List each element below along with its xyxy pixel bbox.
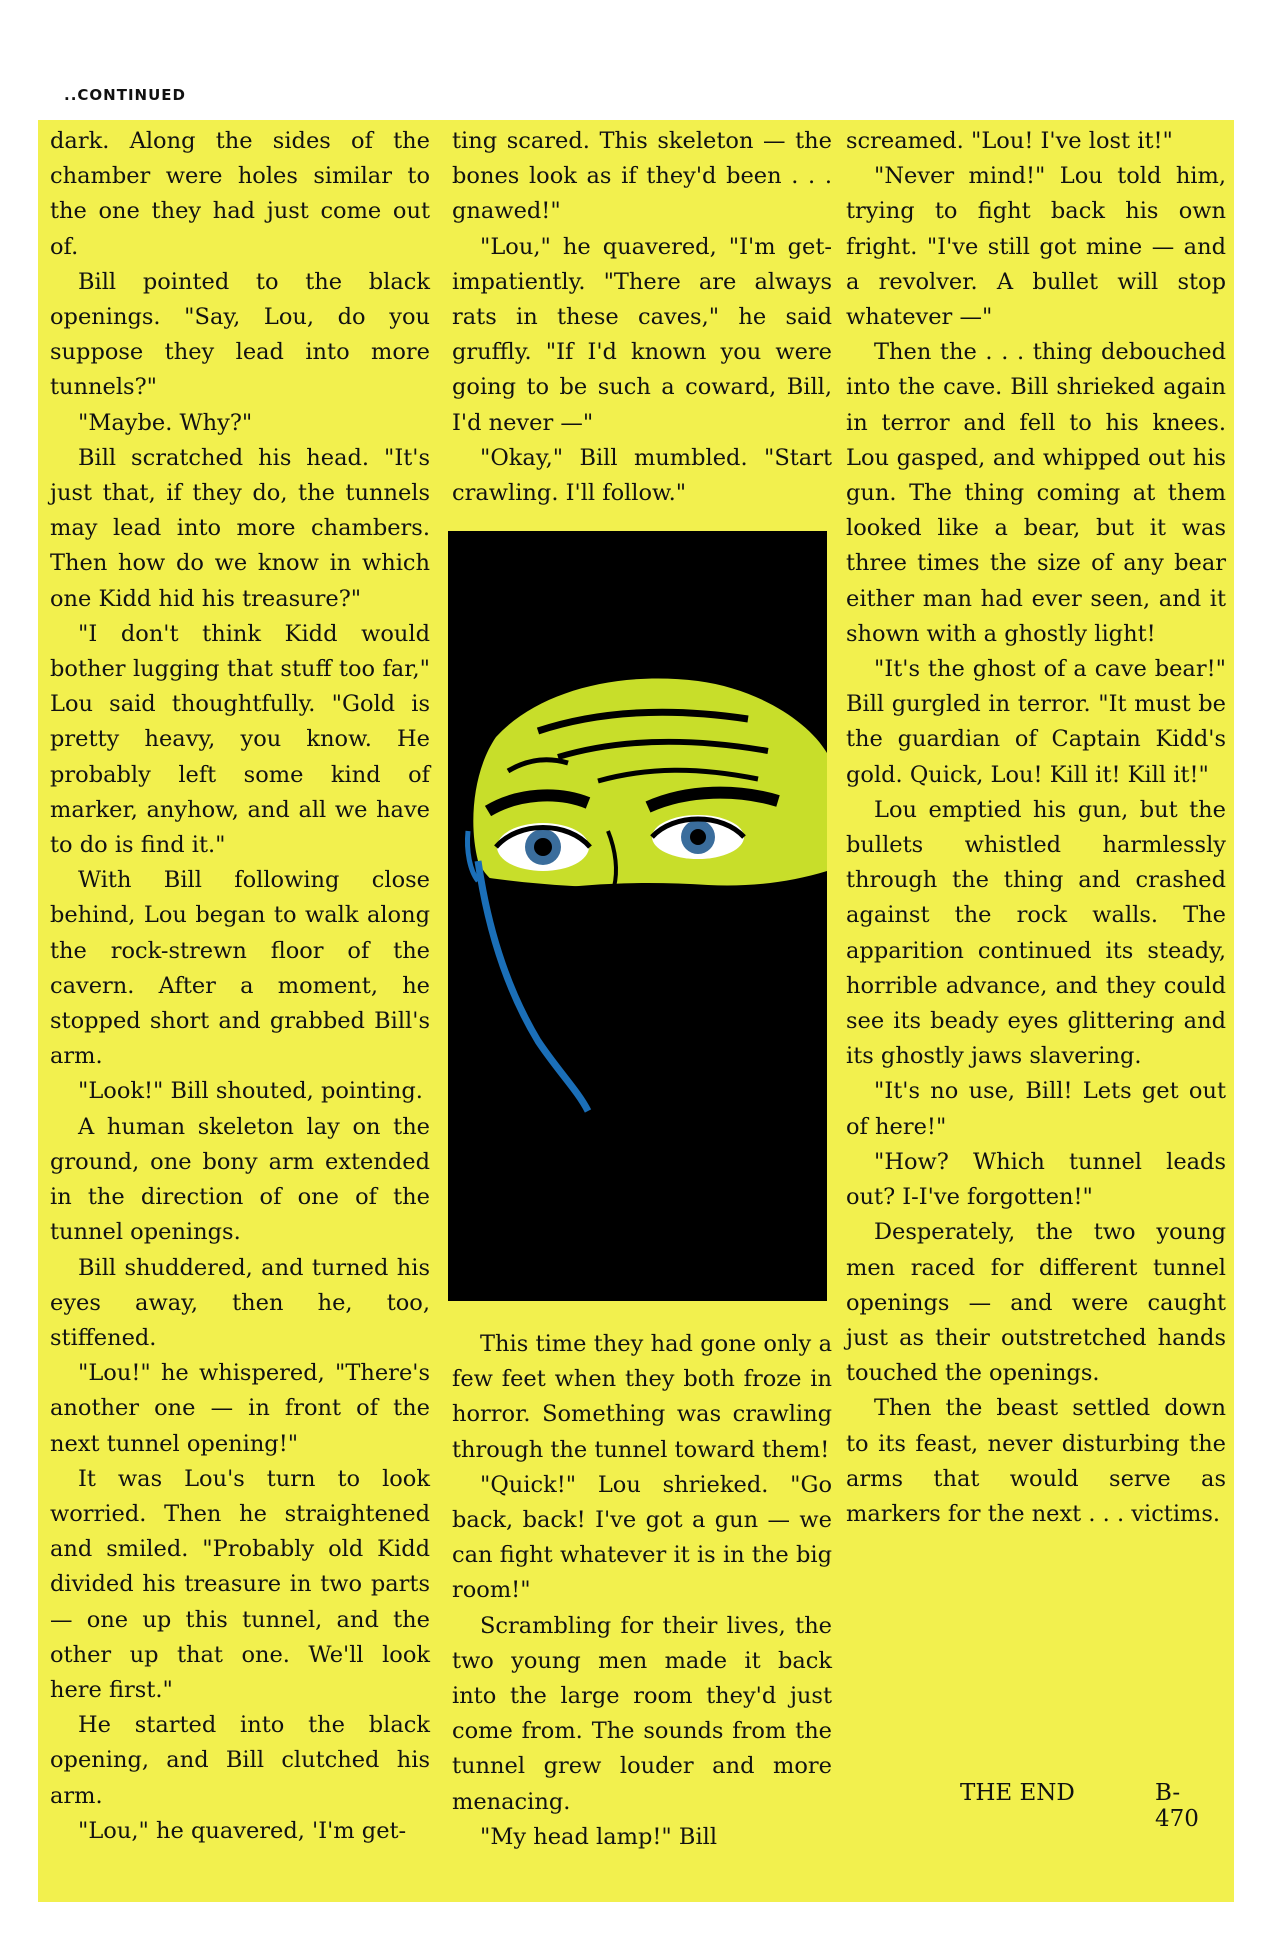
- text-column-2-bottom: [452, 1327, 832, 1855]
- paragraph: Scrambling for their lives, the two young men made it back into the large room they'd just come from. The sounds from the tunnel grew louder and more menacing.: [452, 1612, 832, 1815]
- the-end-label: THE END: [960, 1780, 1075, 1806]
- paragraph: "Lou," he quavered, 'I'm get-: [78, 1817, 407, 1844]
- paragraph: "It's the ghost of a cave bear!" Bill gurgled in terror. "It must be the guardian of Captain Kidd's gold. Quick, Lou! Kill it! Kill it!": [846, 656, 1226, 788]
- paragraph: dark. Along the sides of the chamber were holes similar to the one they had just come out of.: [50, 128, 430, 260]
- story-code: B-470: [1155, 1780, 1199, 1832]
- paragraph: ting scared. This skeleton — the bones look as if they'd been . . . gnawed!": [452, 128, 832, 225]
- paragraph: "Never mind!" Lou told him, trying to fight back his own fright. "I've still got mine — and a revolver. A bullet will stop whatever —": [846, 163, 1226, 331]
- paragraph: "Lou," he quavered, "I'm get- impatiently. "There are always rats in these caves," he said gruffly. "If I'd known you were going to be such a coward, Bill, I'd never —": [452, 233, 832, 436]
- paragraph: "It's no use, Bill! Lets get out of here!": [846, 1078, 1226, 1140]
- paragraph: screamed. "Lou! I've lost it!": [846, 128, 1173, 154]
- paragraph: Desperately, the two young men raced for different tunnel openings — and were caught just as their outstretched hands touched the openings.: [846, 1219, 1226, 1387]
- paragraph: Bill scratched his head. "It's just that, if they do, the tunnels may lead into more chambers. Then how do we know in which one Kidd hid his treasure?": [50, 444, 430, 612]
- paragraph: "Maybe. Why?": [78, 409, 253, 436]
- paragraph: "Okay," Bill mumbled. "Start crawling. I'll follow.": [452, 444, 832, 507]
- paragraph: "Lou!" he whispered, "There's another one — in front of the next tunnel opening!": [50, 1360, 430, 1457]
- text-column-2-top: [452, 124, 832, 511]
- paragraph: Lou emptied his gun, but the bullets whistled harmlessly through the thing and crashed against the rock walls. The apparition continued its steady, horrible advance, and they could see its beady eyes glittering and its ghostly jaws slavering.: [846, 796, 1226, 1070]
- paragraph: "How? Which tunnel leads out? I-I've forgotten!": [846, 1148, 1226, 1211]
- paragraph: "Look!" Bill shouted, pointing.: [78, 1078, 423, 1105]
- text-column-1: [50, 124, 430, 1849]
- paragraph: Bill shuddered, and turned his eyes away, then he, too, stiffened.: [50, 1254, 430, 1351]
- paragraph: This time they had gone only a few feet when they both froze in horror. Something was crawling through the tunnel toward them!: [452, 1331, 832, 1463]
- paragraph: He started into the black opening, and Bill clutched his arm.: [50, 1712, 430, 1809]
- continued-header: ..CONTINUED: [64, 86, 186, 104]
- paragraph: With Bill following close behind, Lou began to walk along the rock-strewn floor of the cavern. After a moment, he stopped short and grabbed Bill's arm.: [50, 867, 430, 1070]
- paragraph: It was Lou's turn to look worried. Then he straightened and smiled. "Probably old Kidd divided his treasure in two parts — one up this tunnel, and the other up that one. We'll look here first.": [50, 1465, 430, 1703]
- paragraph: Bill pointed to the black openings. "Say, Lou, do you suppose they lead into more tunnels?": [50, 268, 430, 401]
- paragraph: "My head lamp!" Bill: [480, 1823, 718, 1850]
- text-column-3: [846, 124, 1226, 1532]
- paragraph: "Quick!" Lou shrieked. "Go back, back! I've got a gun — we can fight whatever it is in the big room!": [452, 1471, 832, 1604]
- eyes-in-darkness-illustration: [448, 531, 827, 1301]
- paragraph: A human skeleton lay on the ground, one bony arm extended in the direction of one of the tunnel openings.: [50, 1113, 430, 1246]
- illustration-panel: [448, 531, 827, 1301]
- paragraph: Then the beast settled down to its feast, never disturbing the arms that would serve as markers for the next . . . victims.: [846, 1395, 1226, 1527]
- story-footer: [960, 1780, 1222, 1832]
- paragraph: Then the . . . thing debouched into the cave. Bill shrieked again in terror and fell to his knees. Lou gasped, and whipped out his gun. The thing coming at them looked like a bear, but it was three times the size of any bear either man had ever seen, and it shown with a ghostly light!: [846, 339, 1226, 647]
- paragraph: "I don't think Kidd would bother lugging that stuff too far," Lou said thoughtfully. "Gold is pretty heavy, you know. He probably left some kind of marker, anyhow, and all we have to do is find it.": [50, 620, 430, 859]
